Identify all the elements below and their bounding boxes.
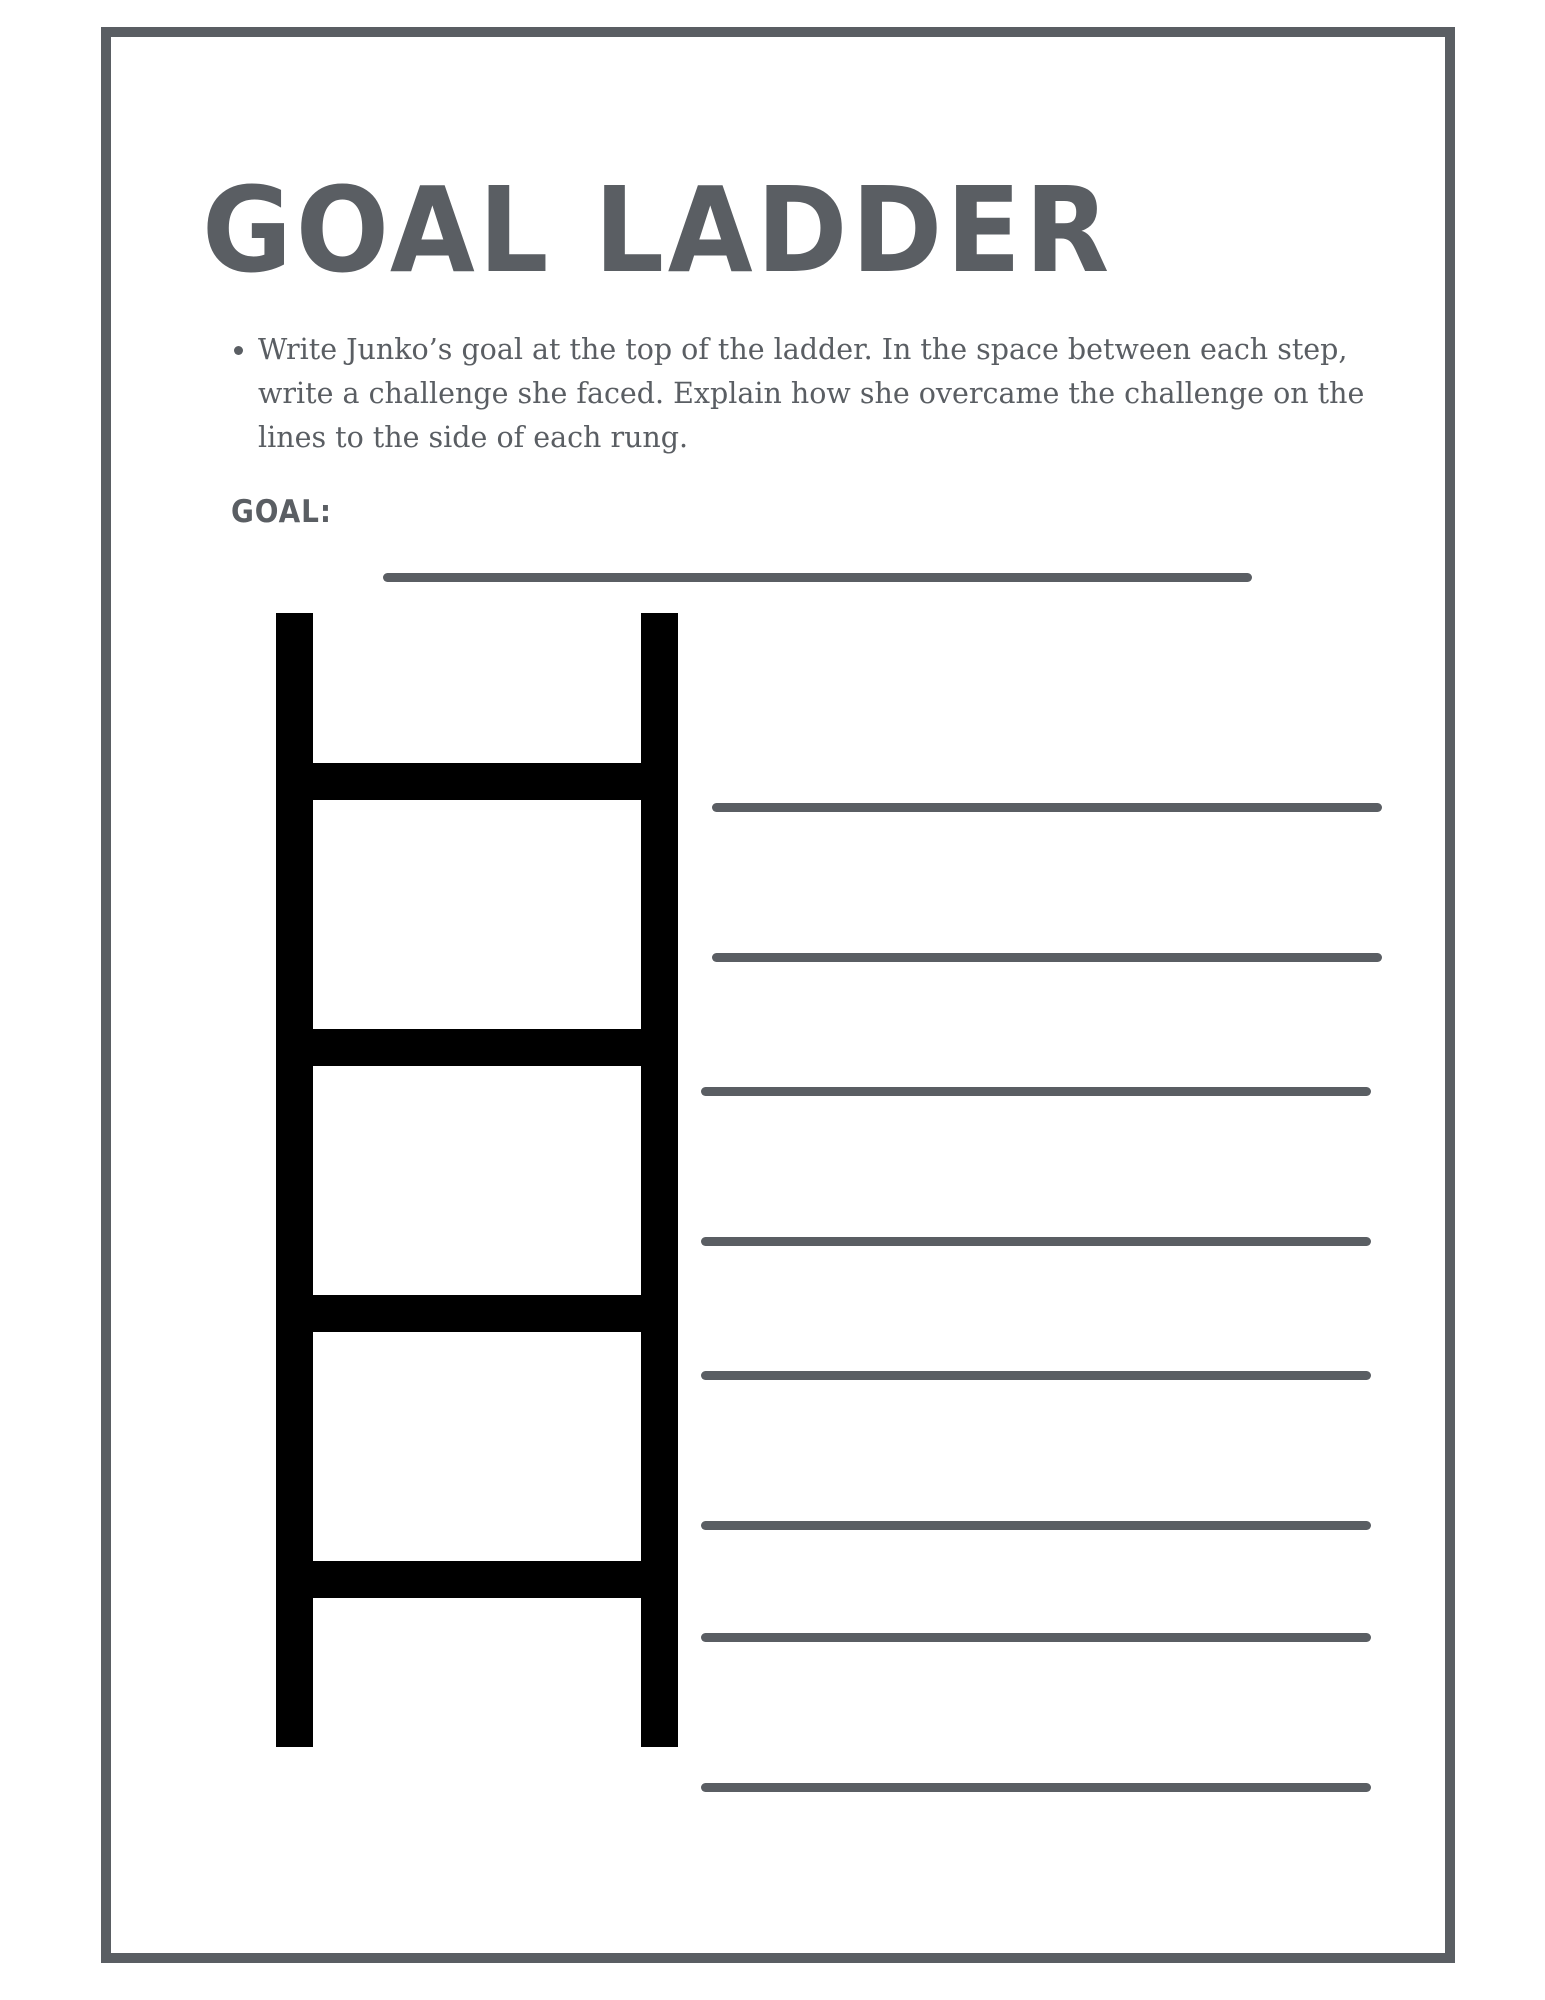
ladder-rung-4 (313, 1561, 641, 1598)
ladder-right-rail (641, 613, 678, 1747)
ladder-rung-1 (313, 763, 641, 800)
instruction-item: • Write Junko’s goal at the top of the ladder. In the space between each step, write a challenge she faced. Explain how she overcame the challenge on the lines to the side of each rung. (258, 328, 1408, 460)
answer-line-1[interactable] (712, 803, 1382, 812)
instructions-list (222, 328, 1408, 460)
ladder-left-rail (276, 613, 313, 1747)
answer-line-8[interactable] (701, 1783, 1371, 1792)
answer-line-2[interactable] (712, 953, 1382, 962)
goal-label: GOAL: (231, 494, 332, 530)
page-title: GOAL LADDER (202, 161, 1113, 299)
goal-writing-line[interactable] (383, 573, 1252, 582)
answer-line-6[interactable] (701, 1521, 1371, 1530)
answer-line-5[interactable] (701, 1371, 1371, 1380)
ladder-rung-2 (313, 1029, 641, 1066)
answer-line-7[interactable] (701, 1633, 1371, 1642)
answer-line-4[interactable] (701, 1237, 1371, 1246)
ladder-rung-3 (313, 1295, 641, 1332)
answer-line-3[interactable] (701, 1087, 1371, 1096)
